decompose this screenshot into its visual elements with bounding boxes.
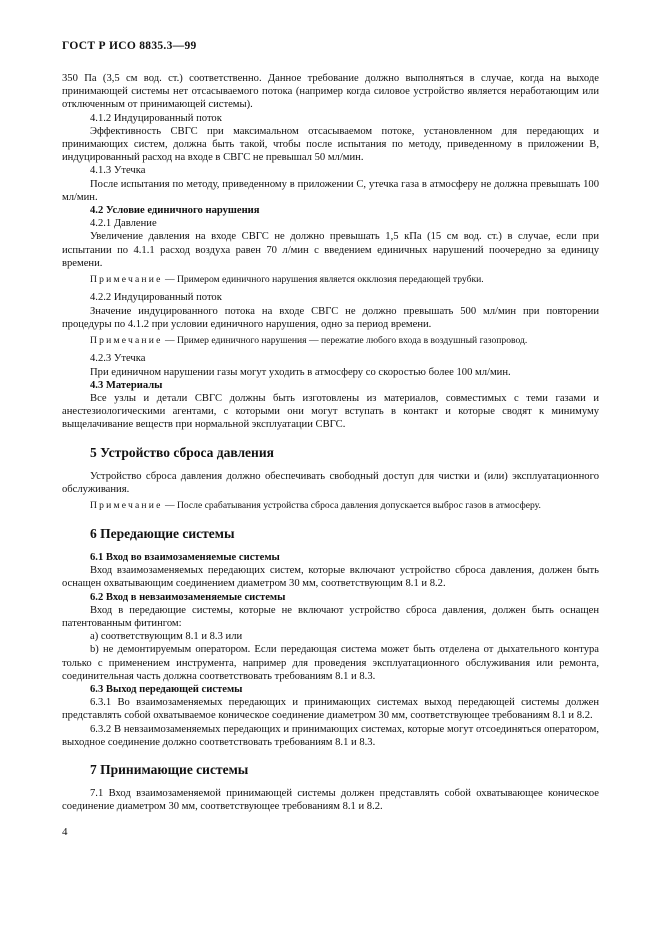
section-heading: 6.3 Выход передающей системы [90, 683, 243, 695]
note-text: — Пример единичного нарушения — пережатие любого входа в воздушный газопровод. [162, 335, 528, 347]
section-heading: 6.2 Вход в невзаимозаменяемые системы [90, 591, 286, 603]
paragraph: Значение индуцированного потока на входе СВГС не должно превышать 500 мл/мин при повторении процедуры по 4.1.2 при условии единичного нарушения, одно за период времени. [62, 305, 599, 330]
paragraph: После испытания по методу, приведенному в приложении С, утечка газа в атмосферу не должна превышать 100 мл/мин. [62, 178, 599, 203]
paragraph: Эффективность СВГС при максимальном отсасываемом потоке, установленном для передающих и принимающих систем, должна быть такой, чтобы после испытания по методу, приведенному в приложении В, индуцированный расход на входе в СВГС не превышал 50 мл/мин. [62, 125, 599, 164]
paragraph: 350 Па (3,5 см вод. ст.) соответственно. Данное требование должно выполняться в случае, когда на выходе принимающей системы нет отсасываемого потока (например когда силовое устройство является неработающим или отключенным от принимающей системы). [62, 73, 599, 111]
chapter-heading: 7 Принимающие системы [90, 761, 249, 777]
paragraph: 7.1 Вход взаимозаменяемой принимающей системы должен представлять собой охватывающее коническое соединение диаметром 30 мм, соответствующее требованиям 8.1 и 8.2. [62, 788, 599, 813]
note-text: — Примером единичного нарушения является окклюзия передающей трубки. [162, 274, 484, 286]
subsection-heading: 4.2.3 Утечка [90, 353, 146, 365]
chapter-heading: 6 Передающие системы [90, 525, 235, 541]
note [62, 274, 599, 286]
paragraph: При единичном нарушении газы могут уходить в атмосферу со скоростью более 100 мл/мин. [90, 366, 511, 378]
note [62, 335, 599, 347]
subsection-heading: 4.1.3 Утечка [90, 165, 146, 177]
note-label: Примечание [90, 335, 163, 347]
page-number: 4 [62, 826, 68, 838]
paragraph: Увеличение давления на входе СВГС не должно превышать 1,5 кПа (15 см вод. ст.) в случае, если при испытании по 4.1.1 расход воздуха равен 70 л/мин с введением единичных нарушений поочередно за единицу времени. [62, 231, 599, 269]
paragraph: Вход взаимозаменяемых передающих систем, которые включают устройство сброса давления, должен быть оснащен охватывающим соединением диаметром 30 мм, соответствующим 8.1 и 8.2. [62, 565, 599, 590]
section-heading: 4.2 Условие единичного нарушения [90, 205, 260, 217]
section-heading: 4.3 Материалы [90, 379, 163, 391]
paragraph: 6.3.1 Во взаимозаменяемых передающих и принимающих системах выход передающей системы должен представлять собой охватываемое коническое соединение диаметром 30 мм, соответствующее требованиям 8.1 и 8.2. [62, 697, 599, 722]
document-body [62, 72, 599, 814]
subsection-heading: 4.1.2 Индуцированный поток [90, 112, 222, 124]
subsection-heading: 4.2.2 Индуцированный поток [90, 292, 222, 304]
paragraph: 6.3.2 В невзаимозаменяемых передающих и принимающих системах, которые могут отсоединяться оператором, выходное соединение должно соответствовать требованиям 8.1 и 8.3. [62, 723, 599, 748]
list-item: b) не демонтируемым оператором. Если передающая система может быть отделена от дыхательного контура только с применением инструмента, например для проведения эксплуатационного обслуживания или ремонта, соединительная часть должна соответствовать требованиям 8.1 и 8.3. [62, 644, 599, 682]
section-heading: 6.1 Вход во взаимозаменяемые системы [90, 551, 280, 563]
subsection-heading: 4.2.1 Давление [90, 218, 157, 230]
note-label: Примечание [90, 274, 163, 286]
chapter-heading: 5 Устройство сброса давления [90, 444, 274, 460]
list-item: a) соответствующим 8.1 и 8.3 или [90, 631, 243, 643]
note-label: Примечание [90, 500, 163, 512]
paragraph: Устройство сброса давления должно обеспечивать свободный доступ для чистки и (или) эксплуатационного обслуживания. [62, 470, 599, 496]
note-text: — После срабатывания устройства сброса давления допускается выброс газов в атмосферу. [162, 500, 541, 512]
paragraph: Все узлы и детали СВГС должны быть изготовлены из материалов, совместимых с теми газами и анестезиологическими агентами, с которыми они могут вступать в контакт и которые сводят к минимуму выщелачивание веществ при нормальной эксплуатации СВГС. [62, 393, 599, 431]
document-header: ГОСТ Р ИСО 8835.3—99 [62, 40, 197, 52]
note [62, 500, 599, 512]
paragraph: Вход в передающие системы, которые не включают устройство сброса давления, должен быть оснащен патентованным фитингом: [62, 604, 599, 629]
